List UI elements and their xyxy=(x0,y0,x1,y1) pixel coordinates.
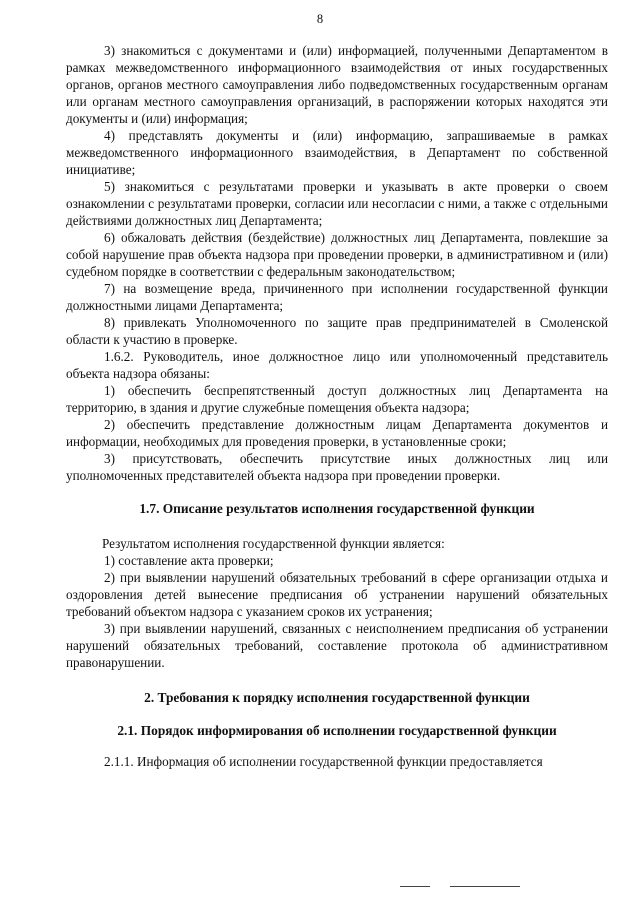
paragraph-2-1-1: 2.1.1. Информация об исполнении государственной функции предоставляется xyxy=(104,754,543,769)
footer-rule-right xyxy=(450,886,520,887)
section-heading-2: 2. Требования к порядку исполнения государственной функции xyxy=(144,690,530,705)
section-heading-1-7: 1.7. Описание результатов исполнения государственной функции xyxy=(139,501,535,516)
footer-rule-left xyxy=(400,886,430,887)
paragraph-result-2: 2) при выявлении нарушений обязательных требований в сфере организации отдыха и оздоровления детей вынесение предписания об устранении нарушений обязательных требований объектом надзора с указанием сроков их устранения; xyxy=(66,570,608,619)
paragraph-1-6-2: 1.6.2. Руководитель, иное должностное лицо или уполномоченный представитель объекта надзора обязаны: xyxy=(66,349,608,381)
paragraph-duty-2: 2) обеспечить представление должностным лицам Департамента документов и информации, необходимых для проведения проверки, в установленные сроки; xyxy=(66,417,608,449)
page-number: 8 xyxy=(316,12,324,26)
paragraph-result-3: 3) при выявлении нарушений, связанных с неисполнением предписания об устранении нарушений обязательных требований, составление протокола об административном правонарушении. xyxy=(66,621,608,670)
paragraph-result-intro: Результатом исполнения государственной функции является: xyxy=(102,536,445,551)
paragraph-right-8: 8) привлекать Уполномоченного по защите прав предпринимателей в Смоленской области к участию в проверке. xyxy=(66,315,608,347)
paragraph-right-5: 5) знакомиться с результатами проверки и указывать в акте проверки о своем ознакомлении с результатами проверки, согласии или несогласии с ними, а также с отдельными действиями должностных лиц Департамента; xyxy=(66,179,608,228)
document-body xyxy=(66,42,608,770)
paragraph-result-1: 1) составление акта проверки; xyxy=(104,553,274,568)
paragraph-right-6: 6) обжаловать действия (бездействие) должностных лиц Департамента, повлекшие за собой нарушение прав объекта надзора при проведении проверки, в административном и (или) судебном порядке в соответствии с федеральным законодательством; xyxy=(66,230,608,279)
paragraph-right-3: 3) знакомиться с документами и (или) информацией, полученными Департаментом в рамках межведомственного информационного взаимодействия от иных государственных органов, органов местного самоуправления либо подведомственных государственным органам или органам местного самоуправления организаций, в распоряжении которых находятся эти документы и (или) информация; xyxy=(66,43,608,126)
paragraph-right-4: 4) представлять документы и (или) информацию, запрашиваемые в рамках межведомственного информационного взаимодействия, в Департамент по собственной инициативе; xyxy=(66,128,608,177)
paragraph-right-7: 7) на возмещение вреда, причиненного при исполнении государственной функции должностными лицами Департамента; xyxy=(66,281,608,313)
section-heading-2-1: 2.1. Порядок информирования об исполнении государственной функции xyxy=(117,723,557,738)
paragraph-duty-3: 3) присутствовать, обеспечить присутствие иных должностных лиц или уполномоченных представителей объекта надзора при проведении проверки. xyxy=(66,451,608,483)
paragraph-duty-1: 1) обеспечить беспрепятственный доступ должностных лиц Департамента на территорию, в здания и другие служебные помещения объекта надзора; xyxy=(66,383,608,415)
